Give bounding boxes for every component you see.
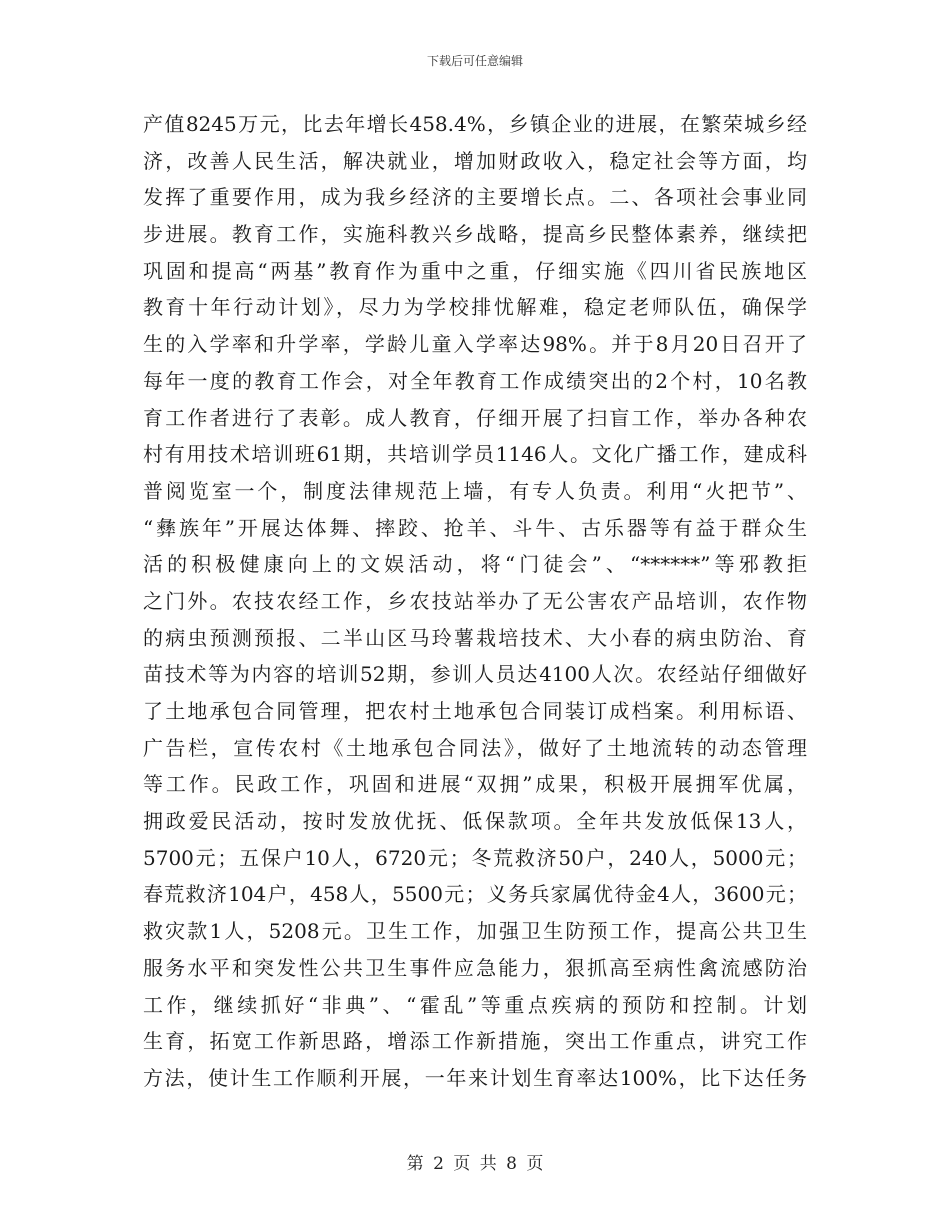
text-line: 春荒救济104户，458人，5500元；义务兵家属优待金4人，3600元； [143, 882, 807, 907]
text-line: 5700元；五保户10人，6720元；冬荒救济50户，240人，5000元； [143, 845, 807, 870]
text-line: 步进展。教育工作，实施科教兴乡战略，提高乡民整体素养，继续把 [143, 222, 807, 247]
page-number: 第 2 页 共 8 页 [406, 1154, 544, 1174]
body-text [143, 106, 807, 1097]
text-line: 济，改善人民生活，解决就业，增加财政收入，稳定社会等方面，均 [143, 148, 807, 173]
text-line: 苗技术等为内容的培训52期，参训人员达4100人次。农经站仔细做好 [143, 662, 807, 687]
text-line: 救灾款1人，5208元。卫生工作，加强卫生防预工作，提高公共卫生 [143, 919, 807, 944]
text-line: 的病虫预测预报、二半山区马玲薯栽培技术、大小春的病虫防治、育 [143, 625, 807, 650]
text-line: 村有用技术培训班61期，共培训学员1146人。文化广播工作，建成科 [143, 442, 807, 467]
text-line: 工作，继续抓好“非典”、“霍乱”等重点疾病的预防和控制。计划 [143, 992, 807, 1017]
text-line: 巩固和提高“两基”教育作为重中之重，仔细实施《四川省民族地区 [143, 258, 807, 283]
text-line: 产值8245万元，比去年增长458.4%，乡镇企业的进展，在繁荣城乡经 [143, 112, 807, 136]
text-line: 每年一度的教育工作会，对全年教育工作成绩突出的2个村，10名教 [143, 368, 807, 393]
text-line: 之门外。农技农经工作，乡农技站举办了无公害农产品培训，农作物 [143, 588, 807, 613]
text-line: 发挥了重要作用，成为我乡经济的主要增长点。二、各项社会事业同 [143, 185, 807, 210]
text-line: 了土地承包合同管理，把农村土地承包合同装订成档案。利用标语、 [143, 699, 807, 723]
text-line: 广告栏，宣传农村《土地承包合同法》，做好了土地流转的动态管理 [143, 735, 807, 760]
text-line: 服务水平和突发性公共卫生事件应急能力，狠抓高至病性禽流感防治 [143, 955, 807, 980]
text-line: 生的入学率和升学率，学龄儿童入学率达98%。并于8月20日召开了 [143, 332, 807, 357]
text-line: 育工作者进行了表彰。成人教育，仔细开展了扫盲工作，举办各种农 [143, 405, 807, 430]
text-line: “彝族年”开展达体舞、摔跤、抢羊、斗牛、古乐器等有益于群众生 [143, 515, 807, 540]
page-header-note: 下载后可任意编辑 [426, 54, 523, 68]
text-line: 拥政爱民活动，按时发放优抚、低保款项。全年共发放低保13人， [143, 809, 807, 834]
text-line: 活的积极健康向上的文娱活动，将“门徒会”、“******”等邪教拒 [143, 552, 807, 577]
text-line: 方法，使计生工作顺利开展，一年来计划生育率达100%，比下达任务 [143, 1065, 807, 1090]
text-line: 教育十年行动计划》，尽力为学校排忧解难，稳定老师队伍，确保学 [143, 295, 807, 320]
text-line: 等工作。民政工作，巩固和进展“双拥”成果，积极开展拥军优属， [143, 772, 807, 797]
text-line: 普阅览室一个，制度法律规范上墙，有专人负责。利用“火把节”、 [143, 478, 807, 503]
text-line: 生育，拓宽工作新思路，增添工作新措施，突出工作重点，讲究工作 [143, 1029, 807, 1054]
